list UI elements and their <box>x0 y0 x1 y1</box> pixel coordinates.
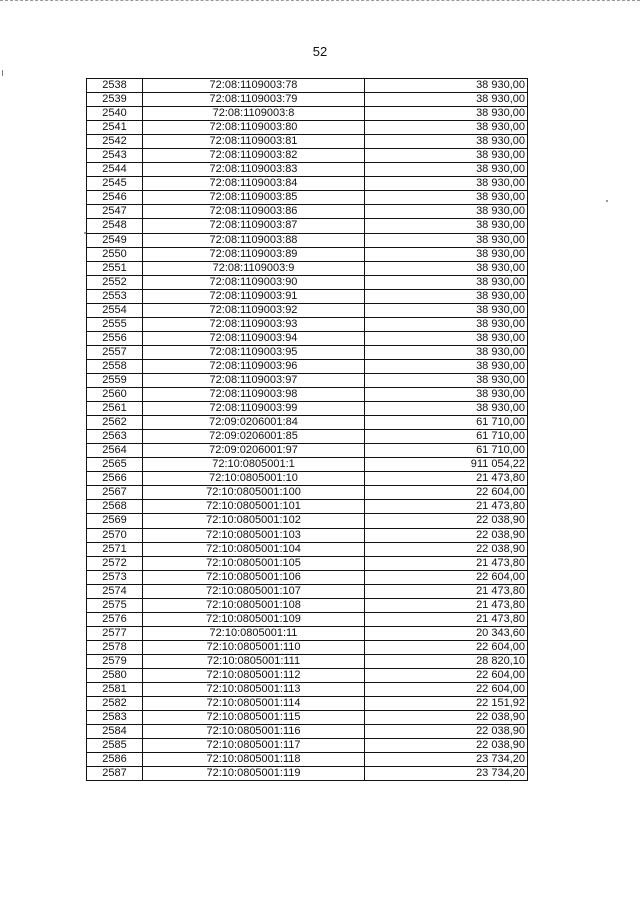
cadastral-value: 22 038,90 <box>365 542 528 556</box>
table-row <box>87 570 528 584</box>
table-row <box>87 500 528 514</box>
cadastral-value: 21 473,80 <box>365 556 528 570</box>
row-number: 2545 <box>87 177 143 191</box>
row-number: 2559 <box>87 373 143 387</box>
cadastral-value: 20 343,60 <box>365 626 528 640</box>
cadastral-value: 22 038,90 <box>365 725 528 739</box>
cadastral-value: 38 930,00 <box>365 233 528 247</box>
cadastral-value: 22 038,90 <box>365 739 528 753</box>
cadastral-number: 72:09:0206001:85 <box>143 430 365 444</box>
row-number: 2550 <box>87 247 143 261</box>
cadastral-number: 72:08:1109003:83 <box>143 163 365 177</box>
cadastral-value: 38 930,00 <box>365 163 528 177</box>
table-row <box>87 556 528 570</box>
cadastral-number: 72:09:0206001:97 <box>143 444 365 458</box>
cadastral-value: 38 930,00 <box>365 388 528 402</box>
table-row <box>87 472 528 486</box>
row-number: 2581 <box>87 683 143 697</box>
cadastral-value: 21 473,80 <box>365 598 528 612</box>
cadastral-value: 38 930,00 <box>365 135 528 149</box>
table-row <box>87 416 528 430</box>
row-number: 2562 <box>87 416 143 430</box>
row-number: 2540 <box>87 107 143 121</box>
table-row <box>87 402 528 416</box>
row-number: 2579 <box>87 654 143 668</box>
cadastral-number: 72:08:1109003:82 <box>143 149 365 163</box>
cadastral-number: 72:10:0805001:111 <box>143 654 365 668</box>
table-row <box>87 486 528 500</box>
row-number: 2538 <box>87 79 143 93</box>
cadastral-value: 38 930,00 <box>365 275 528 289</box>
table-row <box>87 753 528 767</box>
cadastral-value: 21 473,80 <box>365 500 528 514</box>
table-row <box>87 444 528 458</box>
cadastral-number: 72:08:1109003:99 <box>143 402 365 416</box>
cadastral-number: 72:10:0805001:104 <box>143 542 365 556</box>
table-row <box>87 388 528 402</box>
cadastral-number: 72:10:0805001:106 <box>143 570 365 584</box>
cadastral-value: 22 038,90 <box>365 528 528 542</box>
cadastral-value: 22 604,00 <box>365 570 528 584</box>
table-row <box>87 107 528 121</box>
row-number: 2544 <box>87 163 143 177</box>
cadastral-number: 72:10:0805001:103 <box>143 528 365 542</box>
cadastral-value: 38 930,00 <box>365 402 528 416</box>
row-number: 2574 <box>87 584 143 598</box>
table-row <box>87 359 528 373</box>
cadastral-value: 38 930,00 <box>365 79 528 93</box>
table-row <box>87 93 528 107</box>
row-number: 2542 <box>87 135 143 149</box>
cadastral-number: 72:08:1109003:81 <box>143 135 365 149</box>
row-number: 2558 <box>87 359 143 373</box>
cadastral-number: 72:08:1109003:88 <box>143 233 365 247</box>
row-number: 2573 <box>87 570 143 584</box>
table-row <box>87 711 528 725</box>
cadastral-value: 911 054,22 <box>365 458 528 472</box>
table-row <box>87 205 528 219</box>
row-number: 2541 <box>87 121 143 135</box>
cadastral-value: 38 930,00 <box>365 359 528 373</box>
row-number: 2577 <box>87 626 143 640</box>
table-row <box>87 261 528 275</box>
cadastral-number: 72:10:0805001:110 <box>143 640 365 654</box>
cadastral-number: 72:08:1109003:85 <box>143 191 365 205</box>
table-row <box>87 739 528 753</box>
row-number: 2567 <box>87 486 143 500</box>
table-row <box>87 275 528 289</box>
cadastral-number: 72:10:0805001:100 <box>143 486 365 500</box>
cadastral-value: 28 820,10 <box>365 654 528 668</box>
row-number: 2543 <box>87 149 143 163</box>
cadastral-number: 72:08:1109003:90 <box>143 275 365 289</box>
cadastral-number: 72:08:1109003:91 <box>143 289 365 303</box>
cadastral-value: 22 038,90 <box>365 514 528 528</box>
row-number: 2565 <box>87 458 143 472</box>
scan-speck <box>84 232 86 234</box>
cadastral-value: 21 473,80 <box>365 612 528 626</box>
row-number: 2568 <box>87 500 143 514</box>
row-number: 2557 <box>87 345 143 359</box>
row-number: 2564 <box>87 444 143 458</box>
cadastral-number: 72:10:0805001:107 <box>143 584 365 598</box>
row-number: 2552 <box>87 275 143 289</box>
table-row <box>87 584 528 598</box>
row-number: 2571 <box>87 542 143 556</box>
cadastral-value: 38 930,00 <box>365 345 528 359</box>
cadastral-value: 38 930,00 <box>365 107 528 121</box>
row-number: 2583 <box>87 711 143 725</box>
cadastral-number: 72:08:1109003:92 <box>143 303 365 317</box>
row-number: 2547 <box>87 205 143 219</box>
table-row <box>87 697 528 711</box>
row-number: 2585 <box>87 739 143 753</box>
scan-speck <box>2 70 3 76</box>
cadastral-number: 72:10:0805001:10 <box>143 472 365 486</box>
cadastral-number: 72:08:1109003:78 <box>143 79 365 93</box>
cadastral-value: 22 604,00 <box>365 668 528 682</box>
cadastral-value: 22 151,92 <box>365 697 528 711</box>
table-row <box>87 79 528 93</box>
row-number: 2569 <box>87 514 143 528</box>
table-row <box>87 542 528 556</box>
cadastral-number: 72:08:1109003:93 <box>143 317 365 331</box>
cadastral-number: 72:08:1109003:89 <box>143 247 365 261</box>
cadastral-number: 72:08:1109003:96 <box>143 359 365 373</box>
table-row <box>87 191 528 205</box>
table-row <box>87 219 528 233</box>
cadastral-value: 38 930,00 <box>365 289 528 303</box>
scan-speck <box>606 200 608 202</box>
cadastral-number: 72:08:1109003:79 <box>143 93 365 107</box>
table-row <box>87 458 528 472</box>
cadastral-value: 38 930,00 <box>365 149 528 163</box>
table-row <box>87 626 528 640</box>
table-row <box>87 345 528 359</box>
row-number: 2575 <box>87 598 143 612</box>
cadastral-value: 38 930,00 <box>365 317 528 331</box>
row-number: 2561 <box>87 402 143 416</box>
page-number: 52 <box>312 44 328 59</box>
cadastral-value: 38 930,00 <box>365 373 528 387</box>
table-row <box>87 654 528 668</box>
cadastral-value: 23 734,20 <box>365 753 528 767</box>
row-number: 2539 <box>87 93 143 107</box>
table-row <box>87 373 528 387</box>
row-number: 2580 <box>87 668 143 682</box>
cadastral-value: 38 930,00 <box>365 205 528 219</box>
cadastral-number: 72:08:1109003:80 <box>143 121 365 135</box>
row-number: 2584 <box>87 725 143 739</box>
cadastral-number: 72:10:0805001:108 <box>143 598 365 612</box>
table-row <box>87 247 528 261</box>
cadastral-number: 72:08:1109003:98 <box>143 388 365 402</box>
cadastral-value: 38 930,00 <box>365 219 528 233</box>
row-number: 2587 <box>87 767 143 781</box>
cadastral-number: 72:10:0805001:114 <box>143 697 365 711</box>
row-number: 2576 <box>87 612 143 626</box>
cadastral-number: 72:10:0805001:117 <box>143 739 365 753</box>
table-row <box>87 149 528 163</box>
cadastral-value: 38 930,00 <box>365 331 528 345</box>
cadastral-number: 72:08:1109003:86 <box>143 205 365 219</box>
table-row <box>87 640 528 654</box>
table-row <box>87 612 528 626</box>
cadastral-number: 72:10:0805001:11 <box>143 626 365 640</box>
table-row <box>87 528 528 542</box>
row-number: 2554 <box>87 303 143 317</box>
cadastral-value: 61 710,00 <box>365 444 528 458</box>
cadastral-value: 22 604,00 <box>365 640 528 654</box>
cadastral-value: 21 473,80 <box>365 472 528 486</box>
cadastral-number: 72:08:1109003:94 <box>143 331 365 345</box>
table-row <box>87 317 528 331</box>
cadastral-number: 72:08:1109003:84 <box>143 177 365 191</box>
cadastral-value: 38 930,00 <box>365 177 528 191</box>
row-number: 2555 <box>87 317 143 331</box>
cadastral-number: 72:10:0805001:101 <box>143 500 365 514</box>
row-number: 2556 <box>87 331 143 345</box>
table-row <box>87 289 528 303</box>
cadastral-number: 72:08:1109003:97 <box>143 373 365 387</box>
row-number: 2572 <box>87 556 143 570</box>
cadastral-value: 61 710,00 <box>365 430 528 444</box>
row-number: 2551 <box>87 261 143 275</box>
cadastral-number: 72:10:0805001:105 <box>143 556 365 570</box>
cadastral-number: 72:10:0805001:109 <box>143 612 365 626</box>
cadastral-number: 72:08:1109003:95 <box>143 345 365 359</box>
table-row <box>87 233 528 247</box>
cadastral-value: 38 930,00 <box>365 191 528 205</box>
cadastral-number: 72:10:0805001:115 <box>143 711 365 725</box>
table-row <box>87 177 528 191</box>
cadastral-number: 72:08:1109003:87 <box>143 219 365 233</box>
cadastral-value: 21 473,80 <box>365 584 528 598</box>
table-row <box>87 303 528 317</box>
table-row <box>87 121 528 135</box>
registry-table-body <box>87 79 528 781</box>
row-number: 2546 <box>87 191 143 205</box>
row-number: 2553 <box>87 289 143 303</box>
table-row <box>87 331 528 345</box>
table-row <box>87 725 528 739</box>
cadastral-value: 38 930,00 <box>365 261 528 275</box>
cadastral-value: 38 930,00 <box>365 121 528 135</box>
cadastral-number: 72:10:0805001:113 <box>143 683 365 697</box>
cadastral-number: 72:08:1109003:9 <box>143 261 365 275</box>
cadastral-value: 38 930,00 <box>365 303 528 317</box>
cadastral-value: 22 604,00 <box>365 486 528 500</box>
table-row <box>87 163 528 177</box>
cadastral-number: 72:10:0805001:118 <box>143 753 365 767</box>
cadastral-number: 72:10:0805001:102 <box>143 514 365 528</box>
row-number: 2586 <box>87 753 143 767</box>
table-row <box>87 135 528 149</box>
cadastral-number: 72:10:0805001:1 <box>143 458 365 472</box>
row-number: 2548 <box>87 219 143 233</box>
table-row <box>87 767 528 781</box>
cadastral-number: 72:08:1109003:8 <box>143 107 365 121</box>
cadastral-value: 22 604,00 <box>365 683 528 697</box>
row-number: 2566 <box>87 472 143 486</box>
cadastral-number: 72:10:0805001:116 <box>143 725 365 739</box>
cadastral-number: 72:09:0206001:84 <box>143 416 365 430</box>
cadastral-value: 22 038,90 <box>365 711 528 725</box>
table-row <box>87 683 528 697</box>
cadastral-number: 72:10:0805001:112 <box>143 668 365 682</box>
cadastral-value: 38 930,00 <box>365 93 528 107</box>
cadastral-value: 38 930,00 <box>365 247 528 261</box>
scan-top-edge <box>0 0 640 3</box>
row-number: 2560 <box>87 388 143 402</box>
table-row <box>87 514 528 528</box>
table-row <box>87 668 528 682</box>
cadastral-number: 72:10:0805001:119 <box>143 767 365 781</box>
row-number: 2549 <box>87 233 143 247</box>
row-number: 2570 <box>87 528 143 542</box>
cadastral-value: 23 734,20 <box>365 767 528 781</box>
row-number: 2563 <box>87 430 143 444</box>
row-number: 2578 <box>87 640 143 654</box>
table-row <box>87 598 528 612</box>
table-row <box>87 430 528 444</box>
row-number: 2582 <box>87 697 143 711</box>
registry-table <box>86 78 528 781</box>
cadastral-value: 61 710,00 <box>365 416 528 430</box>
